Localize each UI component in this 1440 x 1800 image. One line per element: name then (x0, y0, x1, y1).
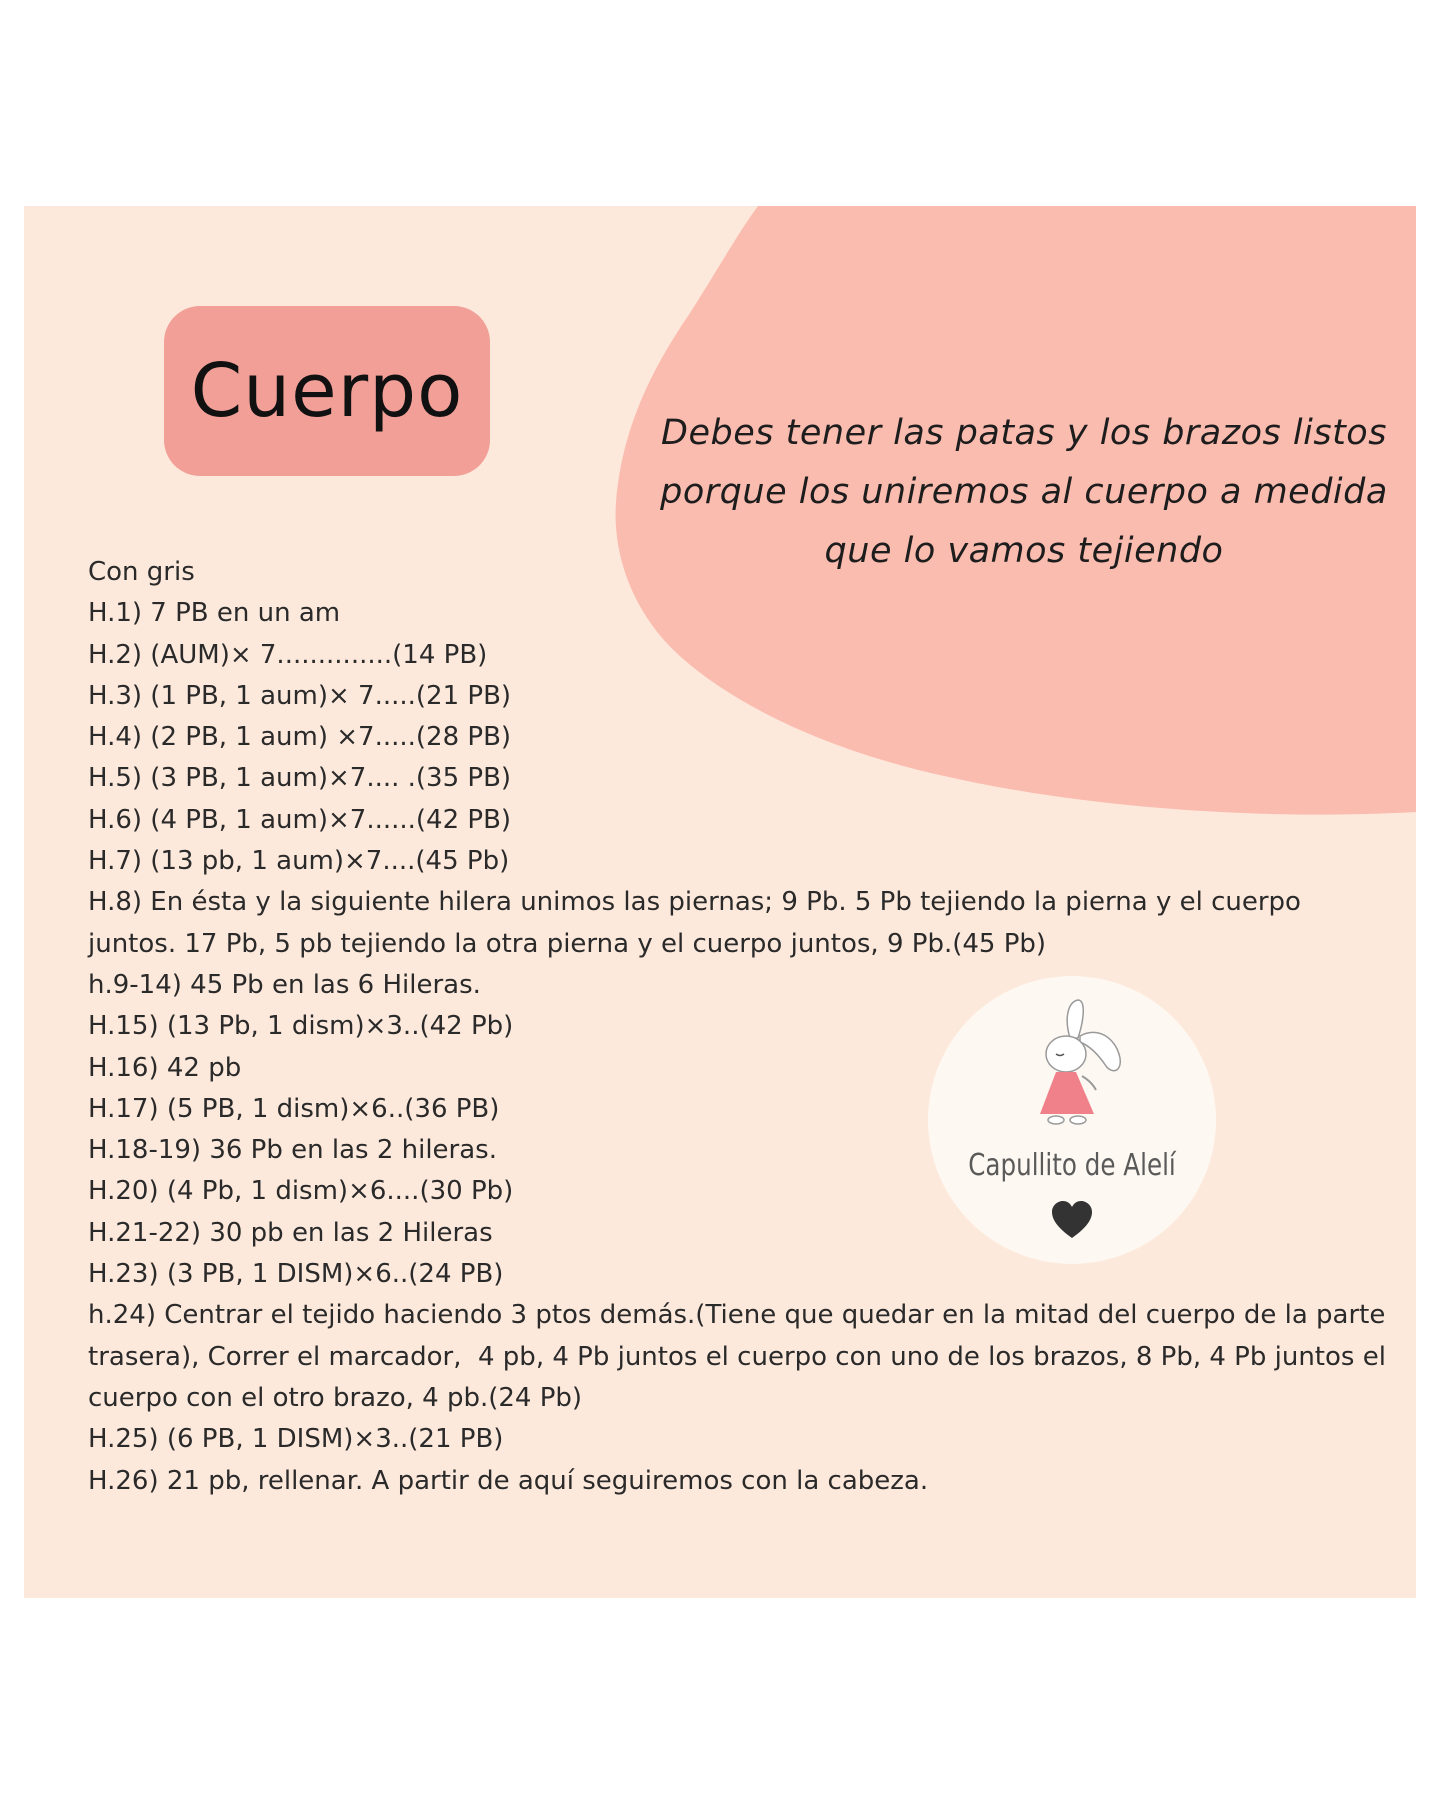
pattern-row: H.23) (3 PB, 1 DISM)×6..(24 PB) (88, 1259, 504, 1290)
bunny-icon (1012, 996, 1132, 1136)
pattern-row: H.8) En ésta y la siguiente hilera unimos las piernas; 9 Pb. 5 Pb tejiendo la pierna y el cuerpo juntos. 17 Pb, 5 pb tejiendo la otra pierna y el cuerpo juntos, 9 Pb.(45 Pb) (88, 887, 1310, 959)
heart-icon (1050, 1200, 1094, 1240)
color-line: Con gris (88, 557, 195, 587)
pattern-card (24, 206, 1416, 1598)
pattern-row: H.21-22) 30 pb en las 2 Hileras (88, 1217, 493, 1248)
pattern-row: H.6) (4 PB, 1 aum)×7......(42 PB) (88, 804, 512, 835)
intro-note: Debes tener las patas y los brazos listos porque los uniremos al cuerpo a medida que lo vamos tejiendo (660, 413, 1388, 571)
page-title: Cuerpo (190, 348, 464, 434)
pattern-row: H.4) (2 PB, 1 aum) ×7.....(28 PB) (88, 722, 512, 753)
pattern-row: H.16) 42 pb (88, 1052, 242, 1083)
pattern-row: H.5) (3 PB, 1 aum)×7.... .(35 PB) (88, 763, 512, 794)
brand-logo (928, 976, 1216, 1264)
pattern-row: H.17) (5 PB, 1 dism)×6..(36 PB) (88, 1093, 500, 1124)
pattern-row: h.24) Centrar el tejido haciendo 3 ptos demás.(Tiene que quedar en la mitad del cuerpo de la parte trasera), Correr el marcador, 4 pb, 4 Pb juntos el cuerpo con uno de los brazos, 8 Pb, 4 Pb juntos el cuerpo con el otro brazo, 4 pb.(24 Pb) (88, 1300, 1395, 1413)
pattern-row: H.3) (1 PB, 1 aum)× 7.....(21 PB) (88, 680, 512, 711)
pattern-instructions (80, 552, 1395, 1502)
pattern-row: H.25) (6 PB, 1 DISM)×3..(21 PB) (88, 1424, 504, 1455)
title-badge (164, 306, 490, 476)
pattern-row: H.26) 21 pb, rellenar. A partir de aquí seguiremos con la cabeza. (88, 1465, 929, 1496)
pattern-row: H.1) 7 PB en un am (88, 598, 341, 629)
pattern-row: H.20) (4 Pb, 1 dism)×6....(30 Pb) (88, 1176, 514, 1207)
brand-name: Capullito de Alelí (968, 1148, 1176, 1183)
pattern-row: H.7) (13 pb, 1 aum)×7....(45 Pb) (88, 846, 510, 877)
pattern-row: H.18-19) 36 Pb en las 2 hileras. (88, 1135, 497, 1166)
pattern-row: h.9-14) 45 Pb en las 6 Hileras. (88, 969, 481, 1000)
pattern-row: H.2) (AUM)× 7..............(14 PB) (88, 639, 488, 670)
pattern-row: H.15) (13 Pb, 1 dism)×3..(42 Pb) (88, 1011, 514, 1042)
